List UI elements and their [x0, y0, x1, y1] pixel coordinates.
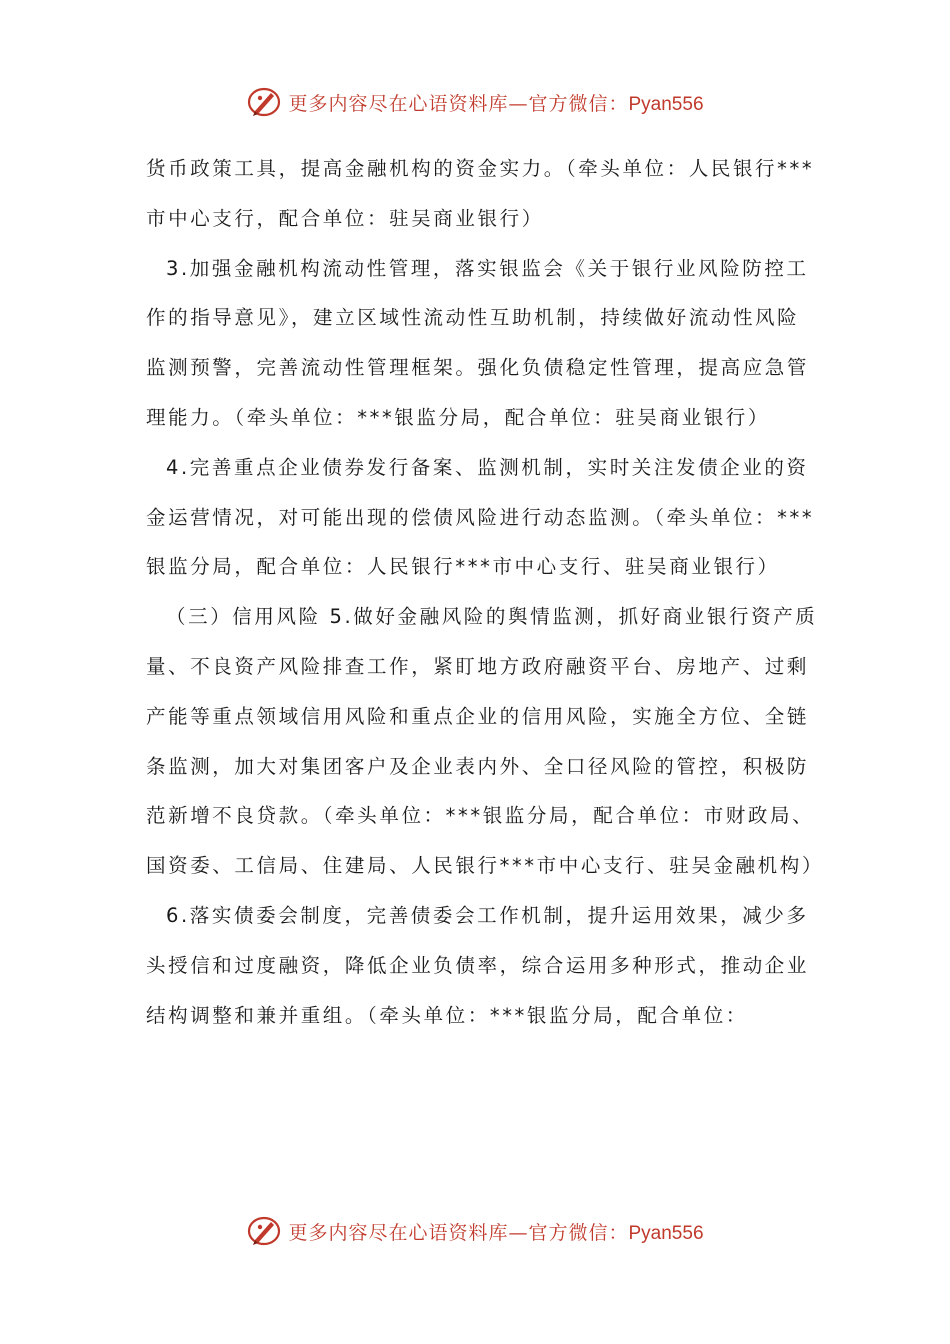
footer-banner [0, 1209, 950, 1253]
paragraph-credit-risk: （三）信用风险 5.做好金融风险的舆情监测，抓好商业银行资产质量、不良资产风险排查工作，紧盯地方政府融资平台、房地产、过剩产能等重点领域信用风险和重点企业的信用风险，实施全方位、全链条监测，加大对集团客户及企业表内外、全口径风险的管控，积极防范新增不良贷款。（牵头单位：***银监分局，配合单位：市财政局、国资委、工信局、住建局、人民银行***市中心支行、驻吴金融机构） [146, 605, 824, 878]
banner-text: 更多内容尽在心语资料库—官方微信：Pyan556 [288, 92, 704, 115]
banner-text: 更多内容尽在心语资料库—官方微信：Pyan556 [288, 1221, 704, 1244]
document-body [146, 144, 824, 1040]
paragraph-item-6: 6.落实债委会制度，完善债委会工作机制，提升运用效果，减少多头授信和过度融资，降低企业负债率，综合运用多种形式，推动企业结构调整和兼并重组。（牵头单位：***银监分局，配合单位： [146, 903, 810, 1027]
paragraph-item-4: 4.完善重点企业债券发行备案、监测机制，实时关注发债企业的资金运营情况，对可能出现的偿债风险进行动态监测。（牵头单位：***银监分局，配合单位：人民银行***市中心支行、驻吴商业银行） [146, 455, 815, 579]
header-banner [0, 80, 950, 124]
pen-logo-icon [246, 84, 282, 120]
pen-logo-icon [246, 1213, 282, 1249]
paragraph-continuation: 货币政策工具，提高金融机构的资金实力。（牵头单位：人民银行***市中心支行，配合单位：驻吴商业银行） [146, 157, 815, 230]
paragraph-item-3: 3.加强金融机构流动性管理，落实银监会《关于银行业风险防控工作的指导意见》，建立区域性流动性互助机制，持续做好流动性风险监测预警，完善流动性管理框架。强化负债稳定性管理，提高应急管理能力。（牵头单位：***银监分局，配合单位：驻吴商业银行） [146, 256, 810, 429]
